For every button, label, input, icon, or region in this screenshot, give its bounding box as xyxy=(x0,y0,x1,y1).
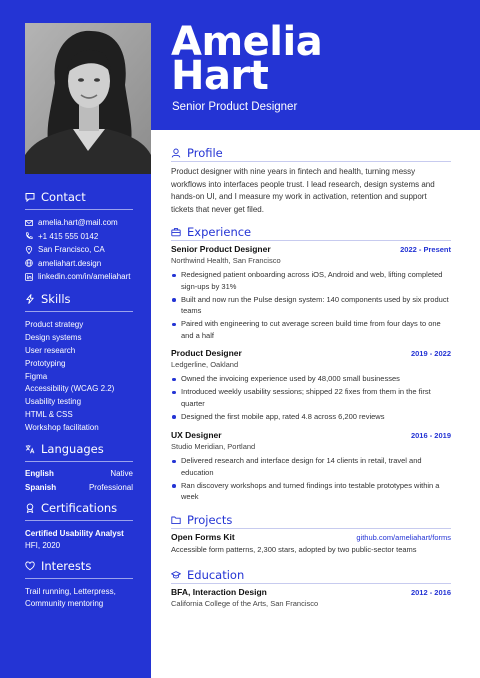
interests-text: Trail running, Letterpress, xyxy=(25,587,116,596)
contact-phone[interactable]: +1 415 555 0142 xyxy=(25,230,133,244)
education-entry xyxy=(171,587,451,608)
projects-divider xyxy=(171,528,451,529)
contact-heading: Contact xyxy=(25,190,133,210)
job-title-text: UX Designer xyxy=(171,430,222,440)
job-entry xyxy=(171,430,451,504)
certification-name: Certified Usability Analyst xyxy=(25,529,124,538)
job-bullet: Introduced weekly usability sessions; shipped 22 fixes from them in the first quarter xyxy=(171,386,451,409)
profile-divider xyxy=(171,161,451,162)
experience-section xyxy=(171,225,451,239)
project-entry xyxy=(171,532,451,555)
job-dates: 2019 - 2022 xyxy=(410,349,451,358)
skill-item: Design systems xyxy=(25,332,82,342)
job-bullet: Owned the invoicing experience used by 48,000 small businesses xyxy=(171,373,451,385)
job-title: Senior Product Designer xyxy=(172,101,298,113)
profile-text: Product designer with nine years in fintech and health, turning messy workflows into interfaces people trust. I lead research, design systems and hands-on UI, and I measure my work in activation, retention and support tickets that never get filed. xyxy=(171,167,435,214)
job-entry xyxy=(171,348,451,424)
phone-icon xyxy=(25,232,33,240)
folder-icon xyxy=(171,515,181,525)
projects-heading: Projects xyxy=(171,513,451,527)
job-company: Northwind Health, San Francisco xyxy=(171,256,281,265)
job-entry xyxy=(171,244,451,343)
graduation-cap-icon xyxy=(171,570,181,580)
profile-heading: Profile xyxy=(171,146,451,160)
contact-location: San Francisco, CA xyxy=(25,243,133,257)
project-link[interactable]: github.com/ameliahart/forms xyxy=(356,533,451,542)
job-company: Studio Meridian, Portland xyxy=(171,442,256,451)
education-section xyxy=(171,568,451,582)
interests-section xyxy=(25,559,133,610)
school-name: California College of the Arts, San Francisco xyxy=(171,599,319,608)
skill-item: Figma xyxy=(25,371,48,381)
skill-item: HTML & CSS xyxy=(25,410,73,420)
languages-heading: Languages xyxy=(25,442,133,462)
location-pin-icon xyxy=(25,246,33,254)
language-level: Native xyxy=(110,469,133,478)
education-divider xyxy=(171,583,451,584)
job-bullet: Delivered research and interface design for 14 clients in retail, travel and education xyxy=(171,455,451,478)
certification-detail: HFI, 2020 xyxy=(25,541,61,550)
heart-icon xyxy=(25,561,35,571)
profile-section xyxy=(171,146,451,160)
certifications-section xyxy=(25,501,133,552)
language-name: English xyxy=(25,469,54,478)
education-heading: Education xyxy=(171,568,451,582)
job-bullet: Ran discovery workshops and turned findings into testable prototypes within a week xyxy=(171,480,451,503)
skill-item: Product strategy xyxy=(25,320,84,329)
name-last: Hart xyxy=(171,53,269,99)
experience-divider xyxy=(171,240,451,241)
project-name: Open Forms Kit xyxy=(171,532,235,542)
interests-heading: Interests xyxy=(25,559,133,579)
contact-website[interactable]: ameliahart.design xyxy=(25,257,133,271)
skill-item: Accessibility (WCAG 2.2) xyxy=(25,384,115,394)
job-company: Ledgerline, Oakland xyxy=(171,360,239,369)
mail-icon xyxy=(25,219,33,227)
interests-text: Community mentoring xyxy=(25,599,104,608)
skill-item: Usability testing xyxy=(25,397,82,407)
language-row xyxy=(25,467,133,481)
job-bullet: Redesigned patient onboarding across iOS, Android and web, lifting completed sign-ups by 31% xyxy=(171,269,451,292)
translate-icon xyxy=(25,444,35,454)
contact-email[interactable]: amelia.hart@mail.com xyxy=(25,216,133,230)
skills-section xyxy=(25,292,133,435)
degree-name: BFA, Interaction Design xyxy=(171,587,267,597)
user-icon xyxy=(171,148,181,158)
globe-icon xyxy=(25,259,33,267)
language-name: Spanish xyxy=(25,483,57,492)
skill-item: User research xyxy=(25,345,76,355)
job-title-text: Senior Product Designer xyxy=(171,244,271,254)
skill-item: Workshop facilitation xyxy=(25,423,99,433)
certifications-heading: Certifications xyxy=(25,501,133,521)
contact-section xyxy=(25,190,133,284)
job-bullet: Designed the first mobile app, rated 4.8 across 6,200 reviews xyxy=(171,411,451,423)
education-dates: 2012 - 2016 xyxy=(410,588,451,597)
skills-heading: Skills xyxy=(25,292,133,312)
name-first: Amelia xyxy=(171,19,323,65)
job-bullet: Built and now run the Pulse design system: 140 components used by six product teams xyxy=(171,294,451,317)
ribbon-icon xyxy=(25,503,35,513)
experience-heading: Experience xyxy=(171,225,451,239)
job-bullet: Paired with engineering to cut average screen build time from four days to one and a half xyxy=(171,318,451,341)
project-description: Accessible form patterns, 2,300 stars, adopted by two public-sector teams xyxy=(171,545,417,554)
linkedin-icon xyxy=(25,273,33,281)
briefcase-icon xyxy=(171,227,181,237)
job-title-text: Product Designer xyxy=(171,348,242,358)
job-dates: 2016 - 2019 xyxy=(410,431,451,440)
lightning-icon xyxy=(25,294,35,304)
language-row xyxy=(25,481,133,495)
contact-linkedin[interactable]: linkedin.com/in/ameliahart xyxy=(25,270,133,284)
profile-photo xyxy=(25,23,151,174)
languages-section xyxy=(25,442,133,495)
job-dates: 2022 - Present xyxy=(400,245,451,254)
projects-section xyxy=(171,513,451,527)
chat-icon xyxy=(25,192,35,202)
skill-item: Prototyping xyxy=(25,358,66,368)
language-level: Professional xyxy=(88,483,133,492)
